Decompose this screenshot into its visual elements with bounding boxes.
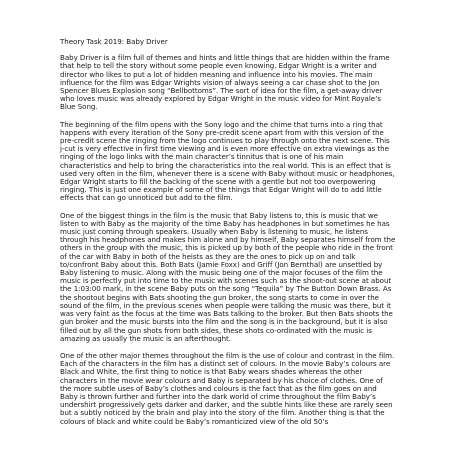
paragraph-intro: Baby Driver is a film full of themes and hints and little things that are hidden within the frame that help to tell the story without some people even knowing. Edgar Wright is a writer and director who likes to put a lot of hidden meaning and influence into his movies. The main influence for the film was Edgar Wrights vision of always seeing a car chase shot to the Jon Spencer Blues Explosion song “Bellbottoms”. The sort of idea for the film, a get-away driver who loves music was already explored by Edgar Wright in the music video for Mint Royale’s Blue Song.: [60, 53, 390, 112]
document-title: Theory Task 2019: Baby Driver: [60, 37, 168, 46]
paragraph-opening-scene: The beginning of the film opens with the Sony logo and the chime that turns into a ring that happens with every iteration of the Sony pre-credit scene apart from with this version of the pre-credit scene the ringing from the logo continues to play through onto the next scene. This j-cut is very effective in first time viewing and is even more effective on extra viewings as the ringing of the logo links with the main character’s tinnitus that is one of his main characteristics and help to bring the characteristics into the real world. This is an effect that is used very often in the film, whenever there is a scene with Baby without music or headphones, Edgar Wright starts to fill the backing of the scene with a gentle but not too overpowering ringing. This is just one example of some of the things that Edgar Wright will do to add little effects that can go unnoticed but add to the film.: [60, 119, 395, 203]
paragraph-colour: One of the other major themes throughout the film is the use of colour and contrast in the film. Each of the characters in the film has a distinct set of colours. In the movie Baby’s colours are Black and White, the first thing to notice is that Baby wears shades whereas the other characters in the movie wear colours and Baby is separated by his choice of clothes. One of the more subtle uses of Baby’s clothes and colours is the fact that as the film goes on and Baby is thrown further and further into the dark world of crime throughout the film Baby’s undershirt progressively gets darker and darker, and the subtle hints like these are rarely seen but a subtly noticed by the brain and play into the story of the film. Another thing is that the colours of black and white could be Baby’s romanticized view of the old 50’s: [60, 350, 395, 426]
document-body: [60, 38, 396, 435]
paragraph-music: One of the biggest things in the film is the music that Baby listens to, this is music that we listen to with Baby as the majority of the time Baby has headphones in but sometimes he has music just coming through speakers. Usually when Baby is listening to music, he listens through his headphones and makes him alone and by himself, Baby separates himself from the others in the group with the music, this is picked up by both of the people who ride in the front of the car with Baby in both of the heists as they are the ones to pick up on and talk to/confront Baby about this. Both Bats (Jamie Foxx) and Griff (Jon Bernthal) are unsettled by Baby listening to music. Along with the music being one of the major focuses of the film the music is perfectly put into time to the music with scenes such as the shoot-out scene at about the 1:03:00 mark, in the scene Baby puts on the song “Tequila” by The Button Down Brass. As the shootout begins with Bats shooting the gun broker, the song starts to come in over the sound of the film, in the previous scenes when people were talking the music was there, but it was very faint as the focus at the time was Bats talking to the broker. But then Bats shoots the gun broker and the music bursts into the film and the song is in the background, but it is also filled out by all the gun shots from both sides, these shots co-ordinated with the music is amazing as usually the music is an afterthought.: [60, 210, 396, 343]
